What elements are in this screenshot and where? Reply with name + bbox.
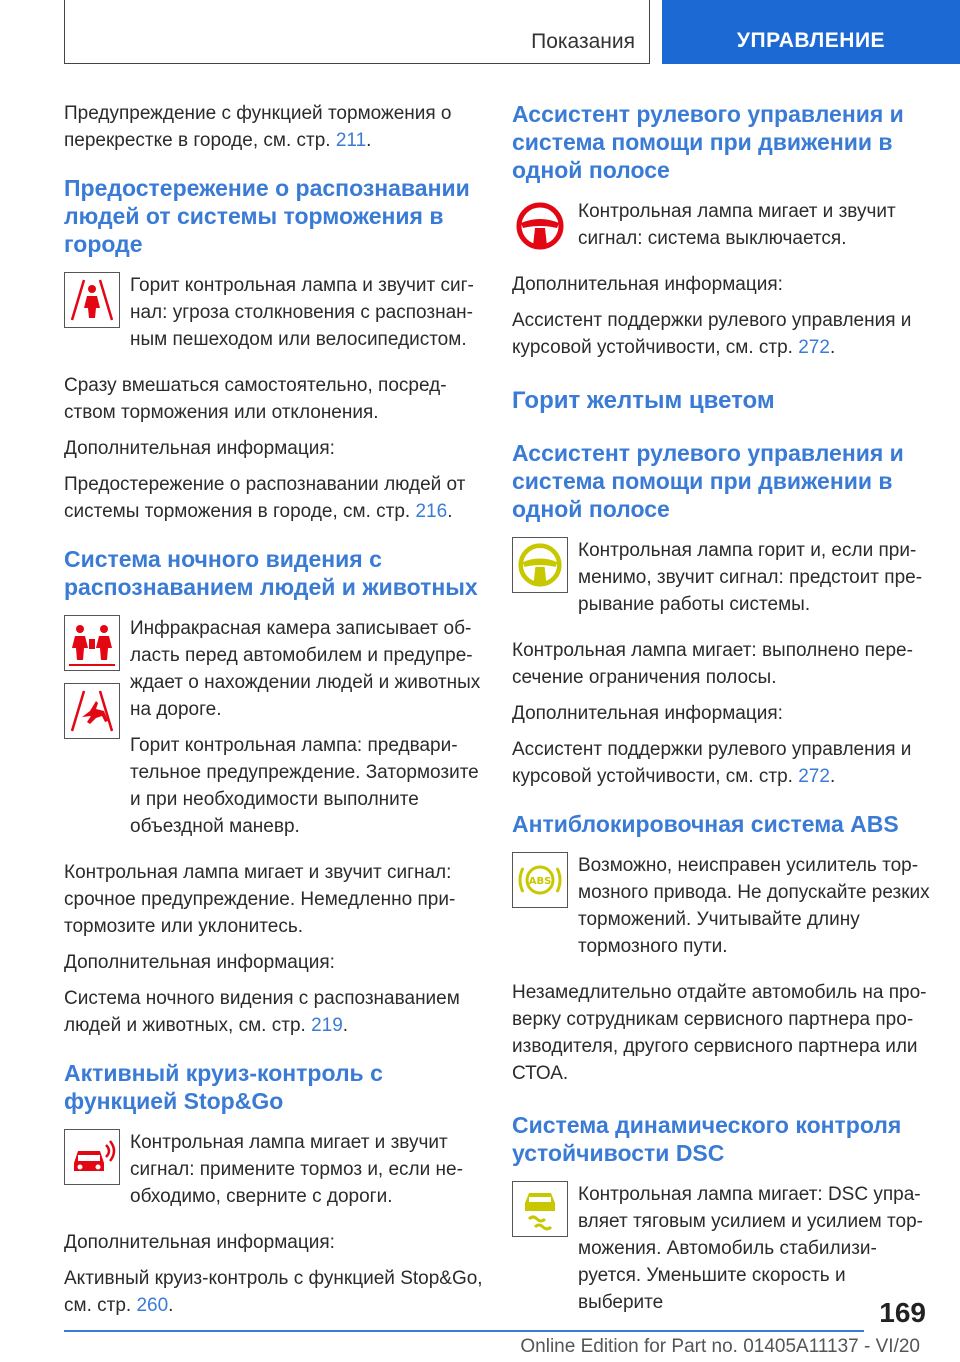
heading-steering-assistant: Ассистент рулевого управления и система помощи при движении в одной полосе [512,101,904,183]
collision-warning-icon [64,1129,120,1185]
lamp-steering-assistant-red: Контрольная лампа мигает и звучит сигнал: система выключается. [512,198,932,261]
more-info-label: Дополнительная информация: [64,1232,335,1253]
right-column [512,100,932,1335]
page-number: 169 [879,1297,926,1328]
reference-paragraph: Ассистент поддержки рулевого управления и курсовой устойчивости, см. стр. 272. [512,310,912,358]
paragraph: Незамедлительно отдайте автомобиль на проверку сотрудникам сервисного партнера производителя, другого сервисного партнера или СТОА. [512,982,927,1084]
header-chapter-label: УПРАВЛЕНИЕ [736,29,886,52]
page-link-272[interactable]: 272 [798,337,830,358]
heading-abs: Антиблокировочная система ABS [512,811,899,837]
header-chapter-tab [662,0,960,64]
people-warning-icon [64,615,120,671]
page-link-272[interactable]: 272 [798,766,830,787]
reference-paragraph: Система ночного видения с распознаванием людей и животных, см. стр. 219. [64,988,460,1036]
paragraph: Контрольная лампа мигает и звучит сигнал: срочное предупреждение. Немедленно притормозите или уклонитесь. [64,862,456,937]
svg-text:ABS: ABS [528,876,552,887]
heading-pedestrian-warning: Предостережение о распознавании людей от системы торможения в городе [64,175,470,257]
reference-paragraph: Предостережение о распознавании людей от системы торможения в городе, см. стр. 216. [64,474,466,522]
lamp-cruise-control: Контрольная лампа мигает и звучит сигнал: примените тормоз и, если необходимо, сверните с дороги. [64,1129,484,1219]
heading-steering-assistant-yellow: Ассистент рулевого управления и система помощи при движении в одной полосе [512,440,904,522]
footer-text: Online Edition for Part no. 01405A11137 - VI/20 [520,1336,920,1357]
steering-wheel-red-icon [512,198,568,254]
reference-paragraph: Ассистент поддержки рулевого управления и курсовой устойчивости, см. стр. 272. [512,739,912,787]
more-info-label: Дополнительная информация: [64,952,335,973]
lamp-abs: ABS Возможно, неисправен усилитель тормозного привода. Не допускайте резких торможений. Учитывайте длину тормозного пути. [512,852,932,969]
dsc-icon [512,1181,568,1237]
header-section-label: Показания [531,30,635,53]
deer-warning-icon [64,683,120,739]
page-link-219[interactable]: 219 [311,1015,343,1036]
heading-dsc: Система динамического контроля устойчивости DSC [512,1112,902,1166]
left-column [64,100,484,1328]
heading-yellow: Горит желтым цветом [512,387,775,414]
more-info-label: Дополнительная информация: [512,703,783,724]
lamp-night-vision: Инфракрасная камера записывает область перед автомобилем и предупреждает о нахождении людей и животных на дороге. Горит контрольная лампа: предварительное предупреждение. Затормозите и при необходимости выполните объездной маневр. [64,615,484,849]
heading-cruise-control: Активный круиз-контроль с функцией Stop&Go [64,1060,383,1114]
page-link-211[interactable]: 211 [335,130,367,151]
reference-paragraph: Активный круиз-контроль с функцией Stop&Go, см. стр. 260. [64,1268,483,1316]
paragraph: Сразу вмешаться самостоятельно, посредством торможения или отклонения. [64,375,447,423]
page-link-216[interactable]: 216 [415,501,448,522]
lamp-pedestrian-warning: Горит контрольная лампа и звучит сигнал: угроза столкновения с распознанным пешеходом или велосипедистом. [64,272,484,362]
abs-icon [512,852,568,908]
lamp-dsc: Контрольная лампа мигает: DSC управляет тяговым усилием и усилием торможения. Автомобиль стабилизируется. Уменьшите скорость и выберите [512,1181,932,1325]
more-info-label: Дополнительная информация: [512,274,783,295]
heading-night-vision: Система ночного видения с распознаванием людей и животных [64,546,478,600]
footer-divider [64,1330,864,1332]
header-section-tab [64,0,650,64]
page-link-260[interactable]: 260 [136,1295,169,1316]
more-info-label: Дополнительная информация: [64,438,335,459]
lamp-steering-assistant-yellow: Контрольная лампа горит и, если применимо, звучит сигнал: предстоит прерывание работы системы. [512,537,932,627]
pedestrian-warning-icon [64,272,120,328]
paragraph: Контрольная лампа мигает: выполнено пересечение ограничения полосы. [512,640,913,688]
steering-wheel-yellow-icon [512,537,568,593]
intro-paragraph: Предупреждение с функцией торможения о перекрестке в городе, см. стр. 211. [64,103,452,151]
